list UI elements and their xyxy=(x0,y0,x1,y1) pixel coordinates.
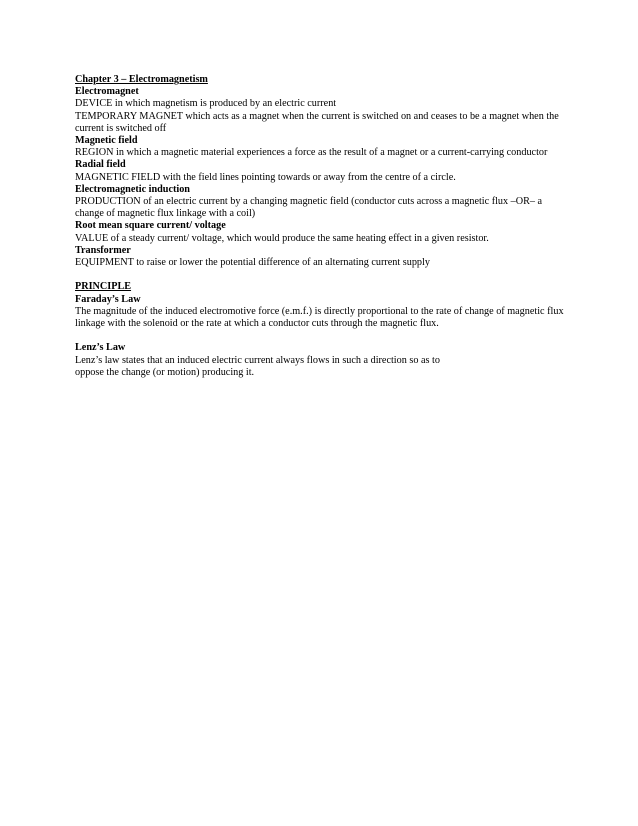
spacer xyxy=(75,269,565,281)
term-heading: Radial field xyxy=(75,159,126,171)
term-heading: Transformer xyxy=(75,244,131,256)
definition-text: REGION in which a magnetic material experiences a force as the result of a magnet or a current-carrying conductor xyxy=(75,147,548,159)
definition-text: TEMPORARY MAGNET which acts as a magnet when the current is switched on and ceases to be a magnet when the current is switched off xyxy=(75,110,559,134)
definition-text: VALUE of a steady current/ voltage, which would produce the same heating effect in a given resistor. xyxy=(75,232,489,244)
definition-radial-field xyxy=(75,159,565,183)
definition-text: MAGNETIC FIELD with the field lines pointing towards or away from the centre of a circle. xyxy=(75,171,456,183)
term-heading: Root mean square current/ voltage xyxy=(75,220,226,232)
spacer xyxy=(75,330,565,342)
lenz-law-section xyxy=(75,342,565,379)
definition-text: DEVICE in which magnetism is produced by an electric current xyxy=(75,98,337,110)
term-heading: Electromagnetic induction xyxy=(75,183,190,195)
definition-text: PRODUCTION of an electric current by a changing magnetic field (conductor cuts across a magnetic flux –OR– a change of magnetic flux linkage with a coil) xyxy=(75,196,543,220)
document-body xyxy=(75,74,565,379)
definition-electromagnetic-induction xyxy=(75,184,565,221)
faraday-law-text: The magnitude of the induced electromotive force (e.m.f.) is directly proportional to the rate of change of magnetic flux linkage with the solenoid or the rate at which a conductor cuts through the magnetic flux. xyxy=(75,305,564,330)
chapter-title: Chapter 3 – Electromagnetism xyxy=(75,74,208,85)
lenz-law-text-line-2: oppose the change (or motion) producing it. xyxy=(75,366,255,378)
definition-text: EQUIPMENT to raise or lower the potential difference of an alternating current supply xyxy=(75,257,430,269)
faraday-law-title: Faraday’s Law xyxy=(75,293,141,305)
lenz-law-text-line-1: Lenz’s law states that an induced electric current always flows in such a direction so as to xyxy=(75,354,440,366)
principle-heading: PRINCIPLE xyxy=(75,281,132,293)
definition-magnetic-field xyxy=(75,135,565,159)
definition-transformer xyxy=(75,245,565,269)
lenz-law-title: Lenz’s Law xyxy=(75,342,126,354)
definition-electromagnet xyxy=(75,86,565,135)
term-heading: Electromagnet xyxy=(75,86,139,98)
faraday-law-section xyxy=(75,294,565,331)
definition-rms xyxy=(75,220,565,244)
term-heading: Magnetic field xyxy=(75,135,138,147)
